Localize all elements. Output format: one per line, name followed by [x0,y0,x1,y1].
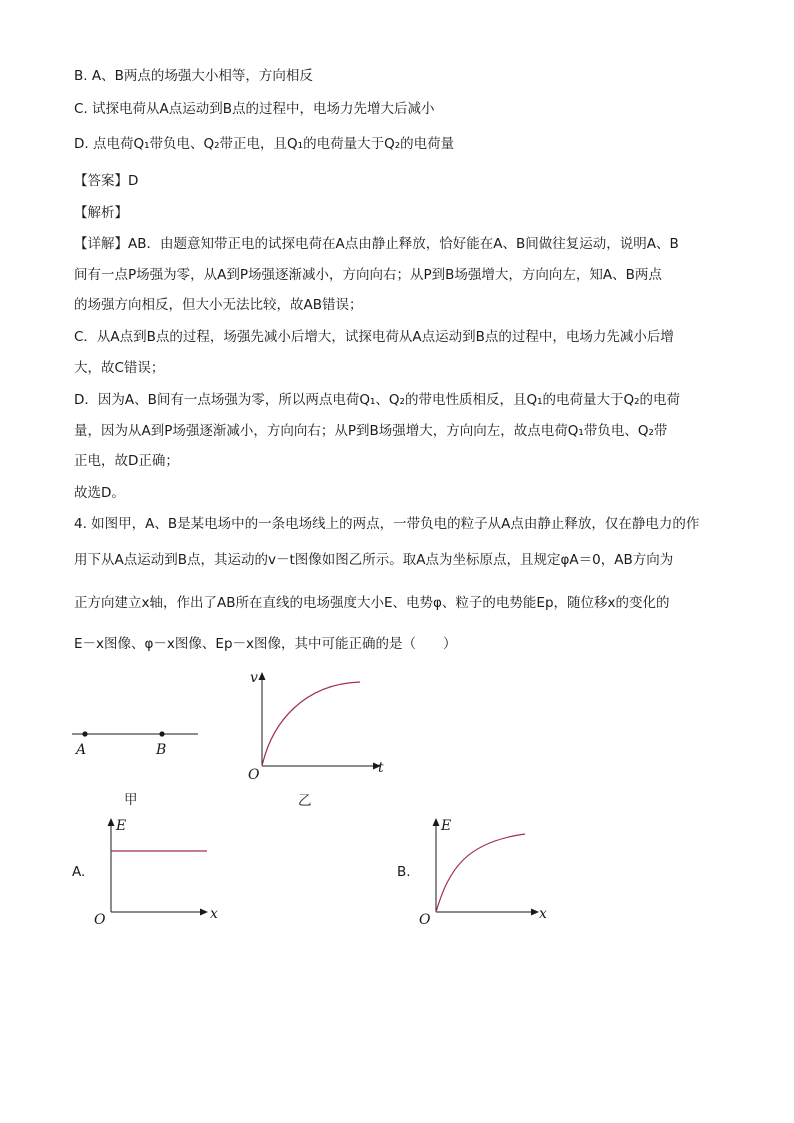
origin-label: O [94,912,106,928]
point-b-dot [159,731,164,736]
v-axis-arrow [259,672,266,680]
e-axis-arrow [433,818,440,826]
figure-yi [240,668,400,784]
point-b-label: B [156,742,167,758]
e-axis-label: E [116,818,127,834]
explanation-line: 量，因为从A到P场强逐渐减小，方向向右；从P到B场强增大，方向向左，故点电荷Q₁带负电、Q₂带 [74,423,668,439]
explanation-line: 正电，故D正确； [74,453,179,469]
explanation-line: 的场强方向相反，但大小无法比较，故AB错误； [74,297,363,313]
explanation-line: D．因为A、B间有一点场强为零，所以两点电荷Q₁、Q₂的带电性质相反，且Q₁的电荷量大于Q₂的电荷 [74,392,681,408]
v-t-curve [262,682,360,766]
explanation-line: 【详解】AB．由题意知带正电的试探电荷在A点由静止释放，恰好能在A、B间做往复运动，说明A、B [74,236,679,252]
point-a-dot [82,731,87,736]
e-axis-label: E [441,818,452,834]
explanation-line: C．从A点到B点的过程，场强先减小后增大，试探电荷从A点运动到B点的过程中，电场力先减小后增 [74,329,674,345]
question-4-line: 用下从A点运动到B点，其运动的v－t图像如图乙所示。取A点为坐标原点，且规定φA＝0，AB方向为 [74,552,674,568]
v-axis-label: v [250,670,258,686]
t-axis-label: t [378,760,384,776]
caption-jia: 甲 [124,792,138,808]
x-axis-arrow [531,909,539,916]
option-a-label: A. [72,864,86,880]
explanation-line: 故选D。 [74,485,125,501]
analysis-label: 【解析】 [74,205,128,221]
question-4-line: E－x图像、φ－x图像、Ep－x图像，其中可能正确的是（ ） [74,636,457,652]
figure-jia [70,722,210,762]
explanation-line: 大，故C错误； [74,360,165,376]
x-axis-label: x [210,906,218,922]
option-b-graph-label: B. [397,864,411,880]
option-c-text: C. 试探电荷从A点运动到B点的过程中，电场力先增大后减小 [74,101,435,117]
e-x-curve [436,834,525,912]
origin-label: O [248,767,260,783]
answer-text: 【答案】D [74,173,139,189]
point-a-label: A [76,742,87,758]
option-d-text: D. 点电荷Q₁带负电、Q₂带正电，且Q₁的电荷量大于Q₂的电荷量 [74,136,455,152]
option-b-text: B. A、B两点的场强大小相等，方向相反 [74,68,313,84]
option-a-graph [90,814,222,928]
x-axis-arrow [200,909,208,916]
question-4-line: 正方向建立x轴，作出了AB所在直线的电场强度大小E、电势φ、粒子的电势能Ep，随位移x的变化的 [74,595,670,611]
x-axis-label: x [539,906,547,922]
origin-label: O [419,912,431,928]
e-axis-arrow [108,818,115,826]
question-4-line: 4. 如图甲，A、B是某电场中的一条电场线上的两点，一带负电的粒子从A点由静止释放，仅在静电力的作 [74,516,700,532]
explanation-line: 间有一点P场强为零，从A到P场强逐渐减小，方向向右；从P到B场强增大，方向向左，知A、B两点 [74,267,662,283]
caption-yi: 乙 [298,793,312,809]
option-b-graph [415,814,555,928]
